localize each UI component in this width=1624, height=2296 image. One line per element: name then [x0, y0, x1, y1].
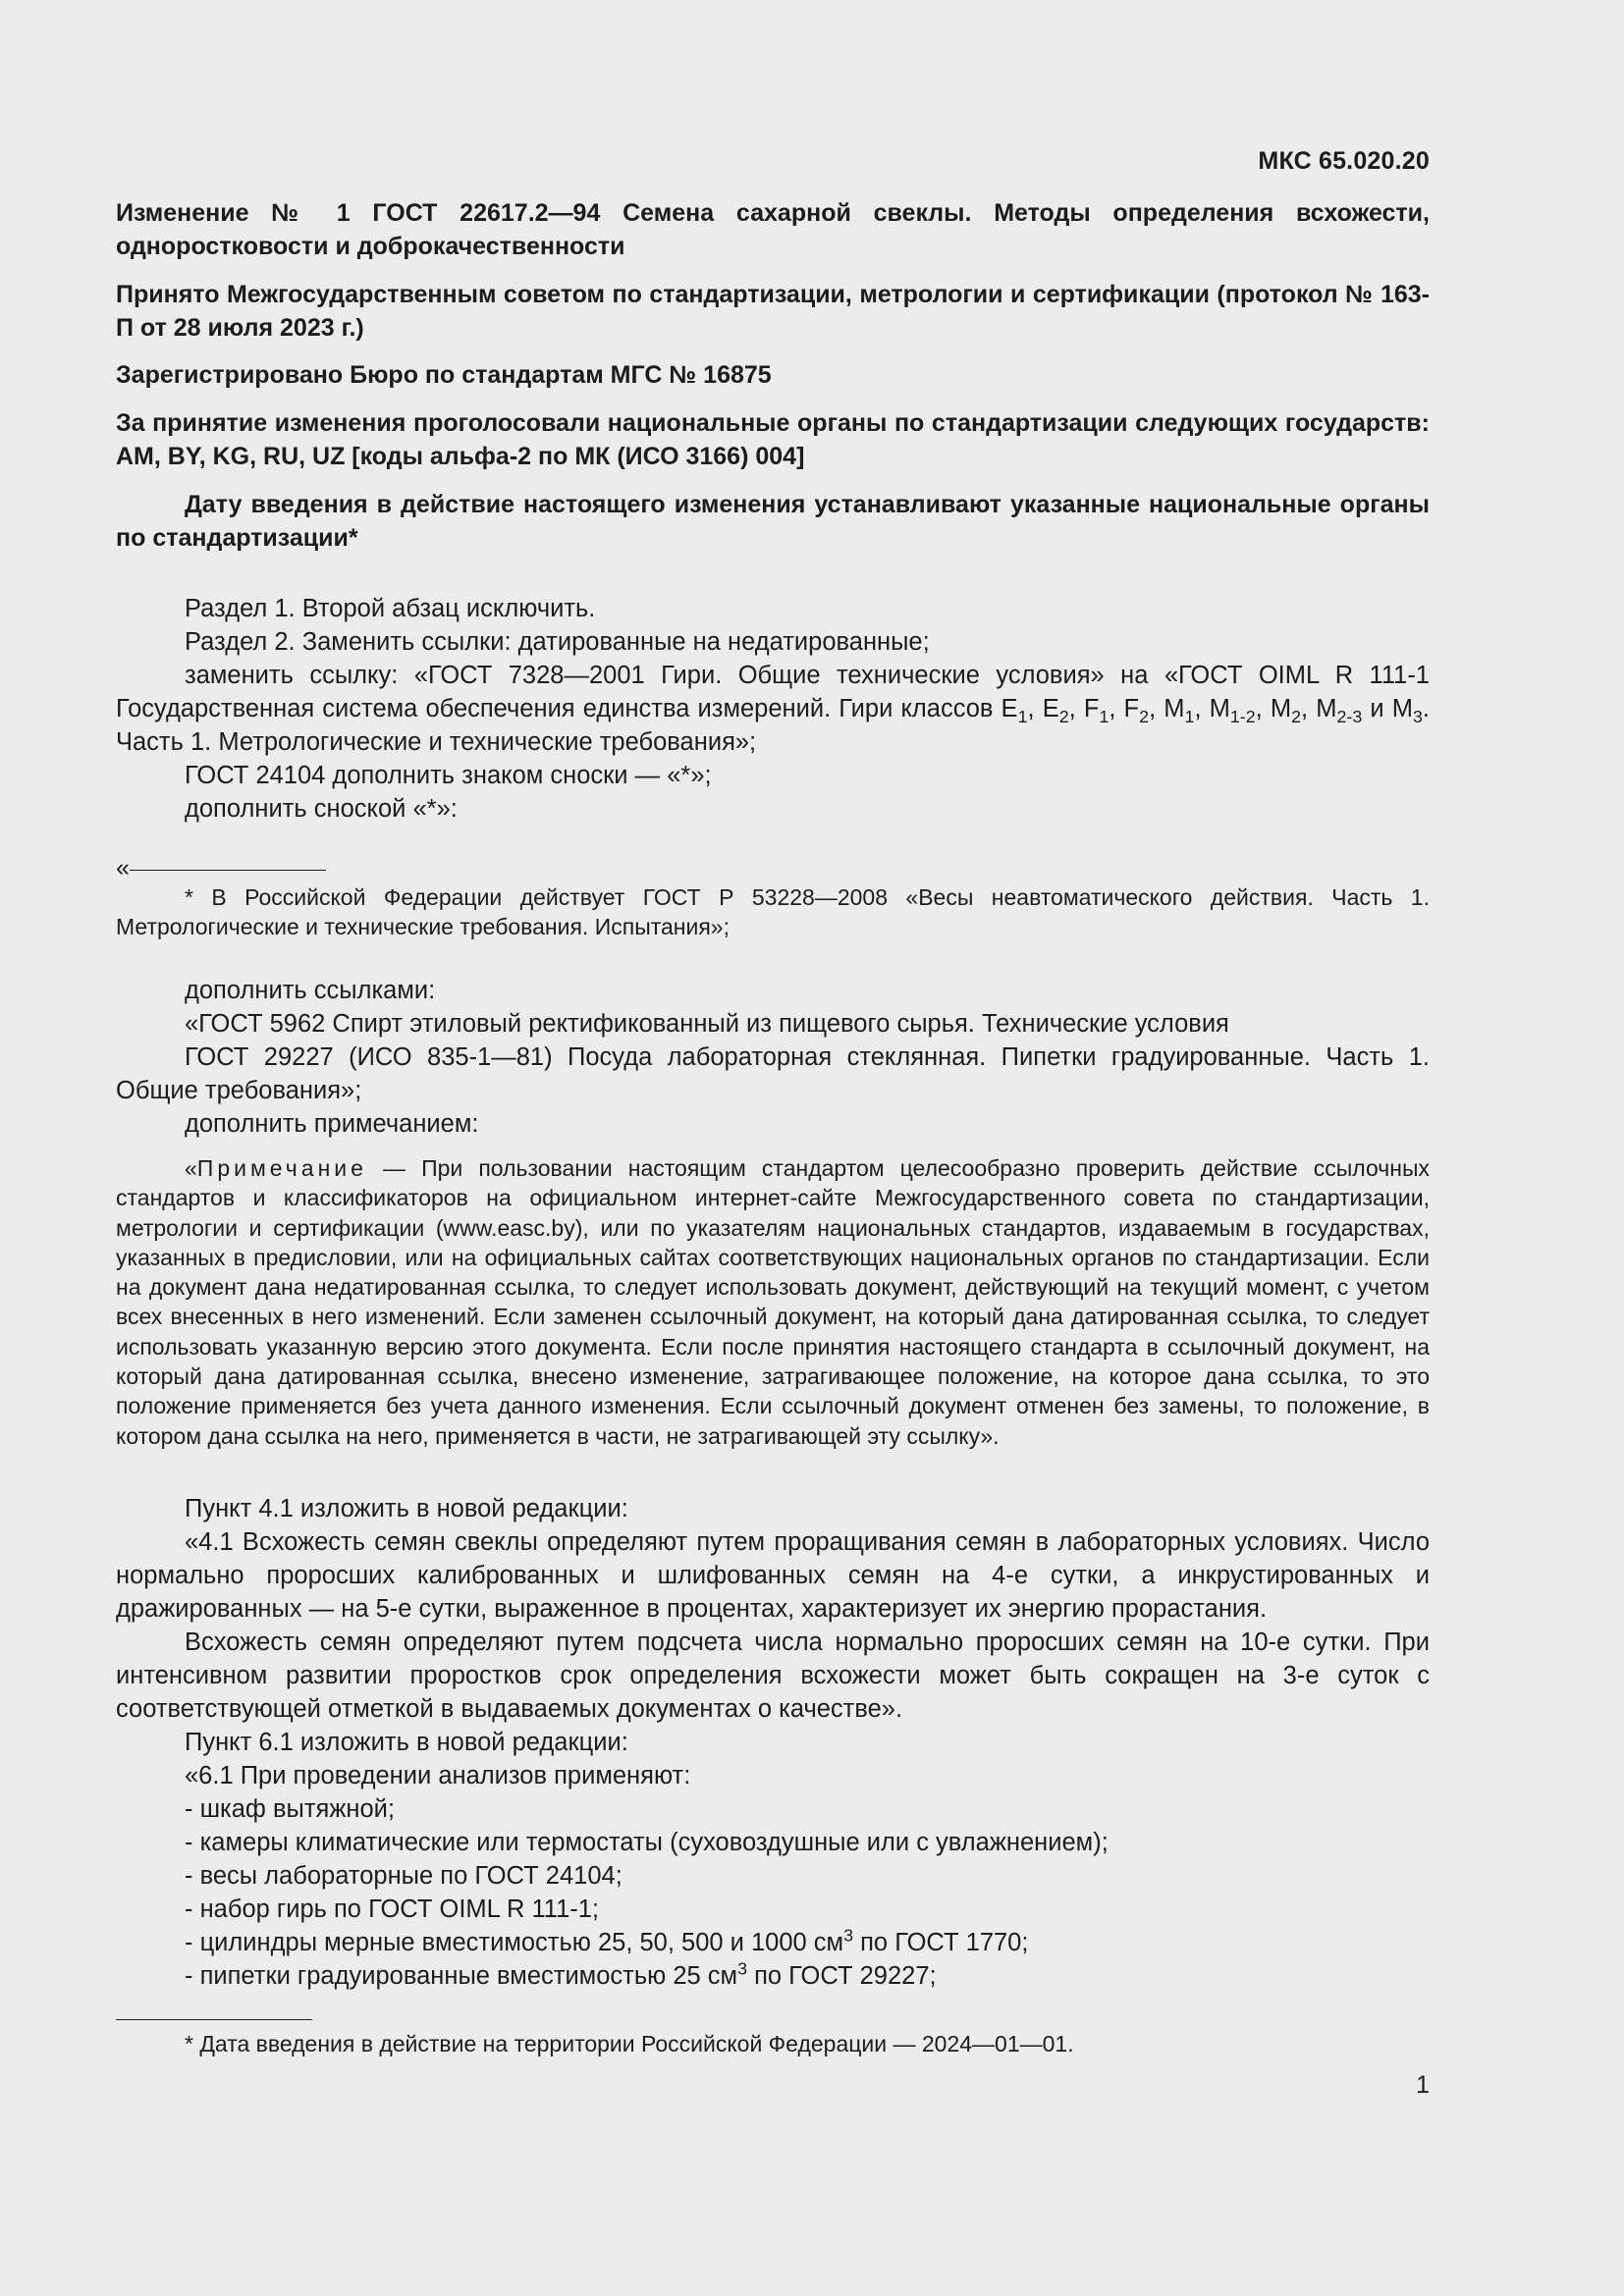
mks-code: МКС 65.020.20 [1258, 147, 1430, 175]
amendment-block-2 [116, 974, 1430, 1141]
inner-footnote-quote: « [116, 854, 130, 881]
amendment-block-3 [116, 1492, 1430, 1993]
paragraph: Пункт 4.1 изложить в новой редакции: [185, 1495, 628, 1522]
page-footnote [116, 2030, 1430, 2059]
inner-footnote-text: * В Российской Федерации действует ГОСТ Р 53228—2008 «Весы неавтоматического действия. Часть 1. Метрологические и технические требования. Испытания»; [116, 884, 1430, 939]
paragraph: Раздел 2. Заменить ссылки: датированные на недатированные; [185, 628, 930, 656]
list-item: - шкаф вытяжной; [185, 1795, 396, 1823]
inner-footnote-rule [130, 870, 326, 871]
paragraph: «ГОСТ 5962 Спирт этиловый ректификованный из пищевого сырья. Технические условия [185, 1010, 1229, 1038]
paragraph: дополнить ссылками: [185, 977, 436, 1004]
paragraph: «6.1 При проведении анализов применяют: [185, 1762, 691, 1789]
amendment-block-1 [116, 592, 1430, 826]
paragraph: Всхожесть семян определяют путем подсчета числа нормально проросших семян на 10-е сутки. При интенсивном развитии проростков срок определения всхожести может быть сокращен на 3-е суток с соответствующей отметкой в выдаваемых документах о качестве». [116, 1629, 1430, 1723]
change-title: Изменение № 1 ГОСТ 22617.2—94 Семена сахарной свеклы. Методы определения всхожести, одноростковости и доброкачественности [116, 199, 1430, 260]
paragraph: Пункт 6.1 изложить в новой редакции: [185, 1729, 628, 1756]
list-item: - пипетки градуированные вместимостью 25 $см^3$ по ГОСТ 29227; [185, 1958, 937, 1990]
paragraph: Раздел 1. Второй абзац исключить. [185, 595, 596, 622]
list-item: - цилиндры мерные вместимостью 25, 50, 500 и 1000 $см^3$ по ГОСТ 1770; [185, 1925, 1029, 1956]
document-page [116, 0, 1430, 2296]
page-number: 1 [1416, 2071, 1430, 2099]
footnote-rule [116, 2019, 312, 2020]
paragraph: дополнить примечанием: [185, 1110, 479, 1138]
paragraph-weights-reference: заменить ссылку: «ГОСТ 7328—2001 Гири. Общие технические условия» на «ГОСТ OIML R 111-1 Государственная система обеспечения единства измерений. Гири классов $E_1$, $E_2$, $F_1$, $F_2$, $M_1$, $M_{1-2}$, $M_2$, $M_{2-3}$ и $M_3$. Часть 1. Метрологические и технические требования»; [116, 662, 1431, 756]
list-item: - весы лабораторные по ГОСТ 24104; [185, 1862, 623, 1890]
note-text: «Примечание — При пользовании настоящим стандартом целесообразно проверить действие ссылочных стандартов и классификаторов на официальном интернет-сайте Межгосударственного совета по стандартизации, метрологии и сертификации (www.easc.by), или по указателям национальных стандартов, издаваемым в государствах, указанных в предисловии, или на официальных сайтах соответствующих национальных органов по стандартизации. Если на документ дана недатированная ссылка, то следует использовать документ, действующий на текущий момент, с учетом всех внесенных в него изменений. Если заменен ссылочный документ, на который дана датированная ссылка, то следует использовать указанную версию этого документа. Если после принятия настоящего стандарта в ссылочный документ, на который дана датированная ссылка, внесено изменение, затрагивающее положение, на которое дана ссылка, то это положение применяется без учета данного изменения. Если ссылочный документ отменен без замены, то положение, в котором дана ссылка на него, применяется в части, не затрагивающей эту ссылку». [116, 1155, 1430, 1449]
inner-footnote [116, 883, 1430, 941]
paragraph: дополнить сноской «*»: [185, 795, 458, 823]
voting-statement: За принятие изменения проголосовали национальные органы по стандартизации следующих государств: AM, BY, KG, RU, UZ [коды альфа-2 по МК (ИСО 3166) 004] [116, 409, 1430, 470]
effective-date-statement: Дату введения в действие настоящего изменения устанавливают указанные национальные органы по стандартизации* [116, 491, 1430, 552]
paragraph: «4.1 Всхожесть семян свеклы определяют путем проращивания семян в лабораторных условиях. Число нормально проросших калиброванных и шлифованных семян на 4-е сутки, а инкрустированных и дражированных — на 5-е сутки, выраженное в процентах, характеризует их энергию прорастания. [116, 1528, 1430, 1623]
registration-statement: Зарегистрировано Бюро по стандартам МГС № 16875 [116, 361, 772, 389]
footnote-text: * Дата введения в действие на территории Российской Федерации — 2024—01—01. [185, 2031, 1074, 2056]
paragraph: ГОСТ 29227 (ИСО 835-1—81) Посуда лабораторная стеклянная. Пипетки градуированные. Часть 1. Общие требования»; [116, 1043, 1430, 1104]
paragraph: ГОСТ 24104 дополнить знаком сноски — «*»; [185, 762, 712, 789]
note-label: Примечание [196, 1155, 367, 1181]
note-block [116, 1153, 1430, 1451]
adopted-statement: Принято Межгосударственным советом по стандартизации, метрологии и сертификации (протокол № 163-П от 28 июля 2023 г.) [116, 281, 1430, 342]
list-item: - набор гирь по ГОСТ OIML R 111-1; [185, 1896, 600, 1923]
list-item: - камеры климатические или термостаты (суховоздушные или с увлажнением); [185, 1829, 1109, 1856]
